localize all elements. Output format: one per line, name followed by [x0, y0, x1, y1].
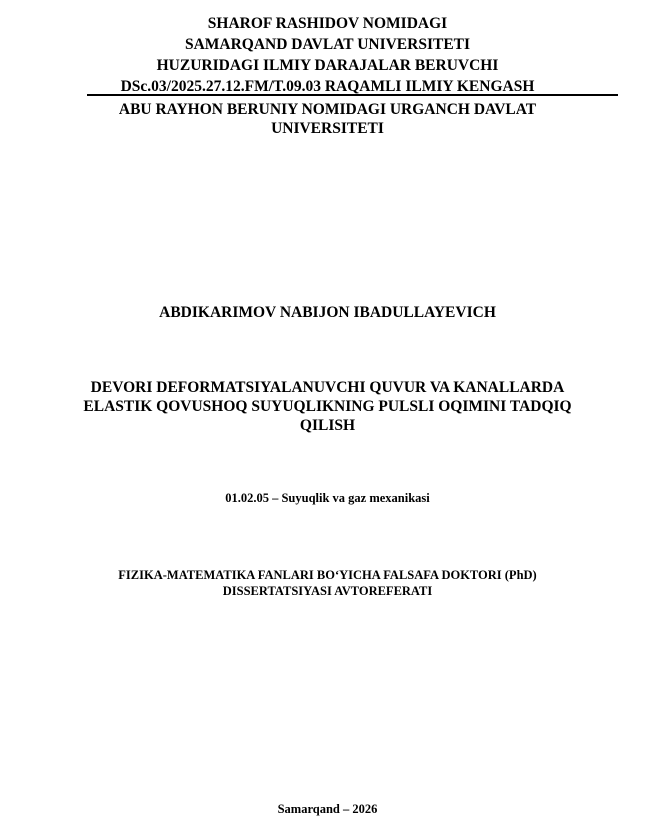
- institution-line-1: ABU RAYHON BERUNIY NOMIDAGI URGANCH DAVLAT: [118, 101, 537, 118]
- header-line-1: SHAROF RASHIDOV NOMIDAGI: [207, 15, 448, 32]
- institution-line-2: UNIVERSITETI: [271, 120, 384, 137]
- header-line-3: HUZURIDAGI ILMIY DARAJALAR BERUVCHI: [156, 57, 499, 74]
- title-line-2: ELASTIK QOVUSHOQ SUYUQLIKNING PULSLI OQIMINI TADQIQ: [83, 398, 572, 415]
- degree-line-1: FIZIKA-MATEMATIKA FANLARI BO‘YICHA FALSAFA DOKTORI (PhD): [118, 568, 537, 582]
- degree-block: [0, 567, 655, 599]
- header-line-2: SAMARQAND DAVLAT UNIVERSITETI: [184, 36, 471, 53]
- header-line-4: DSc.03/2025.27.12.FM/T.09.03 RAQAMLI ILMIY KENGASH: [120, 78, 535, 95]
- specialty-code: 01.02.05 – Suyuqlik va gaz mexanikasi: [225, 491, 430, 505]
- dissertation-title: [0, 378, 655, 435]
- title-line-3: QILISH: [299, 417, 356, 434]
- institution-block: [0, 100, 655, 138]
- author-name: ABDIKARIMOV NABIJON IBADULLAYEVICH: [159, 304, 496, 321]
- header-divider: [87, 94, 618, 96]
- council-header: [0, 13, 655, 97]
- place-year: Samarqand – 2026: [277, 802, 378, 816]
- degree-line-2: DISSERTATSIYASI AVTOREFERATI: [222, 584, 433, 598]
- title-line-1: DEVORI DEFORMATSIYALANUVCHI QUVUR VA KANALLARDA: [90, 379, 565, 396]
